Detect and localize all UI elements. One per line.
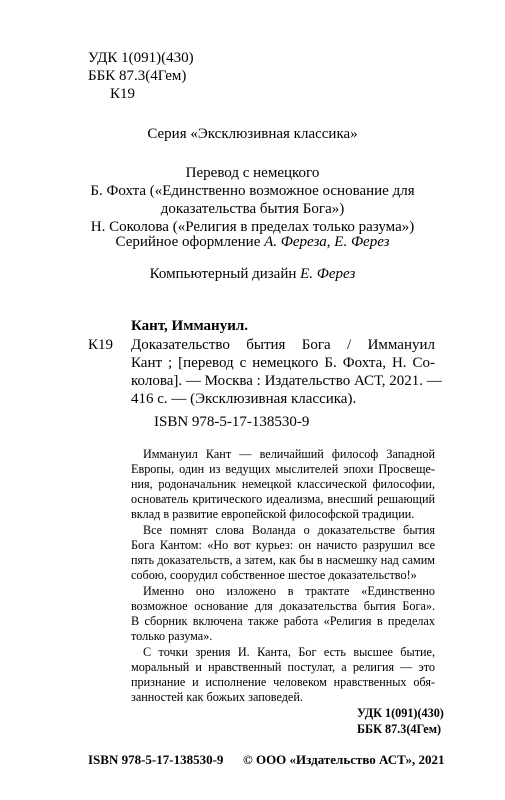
bottom-udk-code: УДК 1(091)(430): [357, 706, 444, 720]
annotation-line: возможное основание для доказательства бытия Бога».: [131, 599, 435, 613]
series-design-names: А. Фереза, Е. Ферез: [264, 234, 390, 250]
catalog-isbn: ISBN 978-5-17-138530-9: [154, 414, 310, 430]
series-text: Серия «Эксклюзивная классика»: [147, 126, 358, 142]
footer-copyright: © ООО «Издательство АСТ», 2021: [243, 752, 445, 767]
annotation-line: пять доказательств, а затем, как бы в насмешку над самим: [131, 553, 435, 567]
bbk-code: ББК 87.3(4Гем): [88, 68, 187, 84]
annotation-paragraph-3: [131, 584, 435, 644]
annotation-line: занностей как божьих заповедей.: [131, 690, 303, 704]
annotation-paragraph-1: [131, 447, 435, 522]
catalog-author: Кант, Иммануил.: [131, 318, 249, 334]
computer-design-label: Компьютерный дизайн: [149, 266, 301, 282]
bottom-bbk-code: ББК 87.3(4Гем): [357, 722, 442, 736]
annotation-paragraph-2: [131, 523, 435, 583]
annotation-line: только разума».: [131, 629, 213, 643]
annotation-line: признание и исполнение человеком нравственных обя-: [131, 675, 435, 689]
catalog-sign: К19: [88, 337, 114, 353]
translation-heading: Перевод с немецкого: [185, 165, 320, 181]
translation-line-1: Б. Фохта («Единственно возможное основание для: [90, 183, 415, 199]
translation-line-3: Н. Соколова («Религия в пределах только разума»): [90, 219, 415, 235]
series-design-credit: [0, 233, 505, 251]
annotation-line: вклад в развитие европейской философской традиции.: [131, 507, 415, 521]
translation-line-2: доказательства бытия Бога»): [160, 201, 345, 217]
annotation-line: Бога Кантом: «Но вот курьез: он начисто разрушил все: [131, 538, 435, 552]
annotation-line: С точки зрения И. Канта, Бог есть высшее бытие,: [143, 645, 435, 659]
author-sign: К19: [110, 86, 136, 102]
translation-block: [0, 164, 505, 236]
annotation-line: ния, родоначальник немецкой классической философии,: [131, 477, 435, 491]
catalog-line: 416 с. — (Эксклюзивная классика).: [131, 391, 357, 407]
annotation-line: собою, соорудил собственное шестое доказательство!»: [131, 568, 417, 582]
series-design-label: Серийное оформление: [115, 234, 265, 250]
series-line: [0, 125, 505, 143]
catalog-line: Кант ; [перевод с немецкого Б. Фохта, Н. Со-: [131, 355, 435, 371]
annotation-line: Европы, один из ведущих мыслителей эпохи Просвеще-: [131, 462, 435, 476]
annotation-line: Именно оно изложено в трактате «Единственно: [143, 584, 435, 598]
catalog-line: Доказательство бытия Бога / Иммануил: [131, 337, 435, 353]
annotation-line: моральный и нравственный постулат, а религия — это: [131, 660, 435, 674]
annotation-line: В сборник включена также работа «Религия в пределах: [131, 614, 435, 628]
udk-code: УДК 1(091)(430): [88, 50, 194, 66]
annotation-line: основатель критического идеализма, внесший решающий: [131, 492, 435, 506]
catalog-line: колова]. — Москва : Издательство АСТ, 2021. —: [131, 373, 442, 389]
annotation-paragraph-4: [131, 645, 435, 705]
computer-design-name: Е. Ферез: [300, 266, 356, 282]
annotation-line: Иммануил Кант — величайший философ Западной: [143, 447, 435, 461]
catalog-description: [131, 336, 442, 408]
footer-isbn: ISBN 978-5-17-138530-9: [88, 752, 224, 767]
computer-design-credit: [0, 265, 505, 283]
annotation-line: Все помнят слова Воланда о доказательстве бытия: [143, 523, 435, 537]
